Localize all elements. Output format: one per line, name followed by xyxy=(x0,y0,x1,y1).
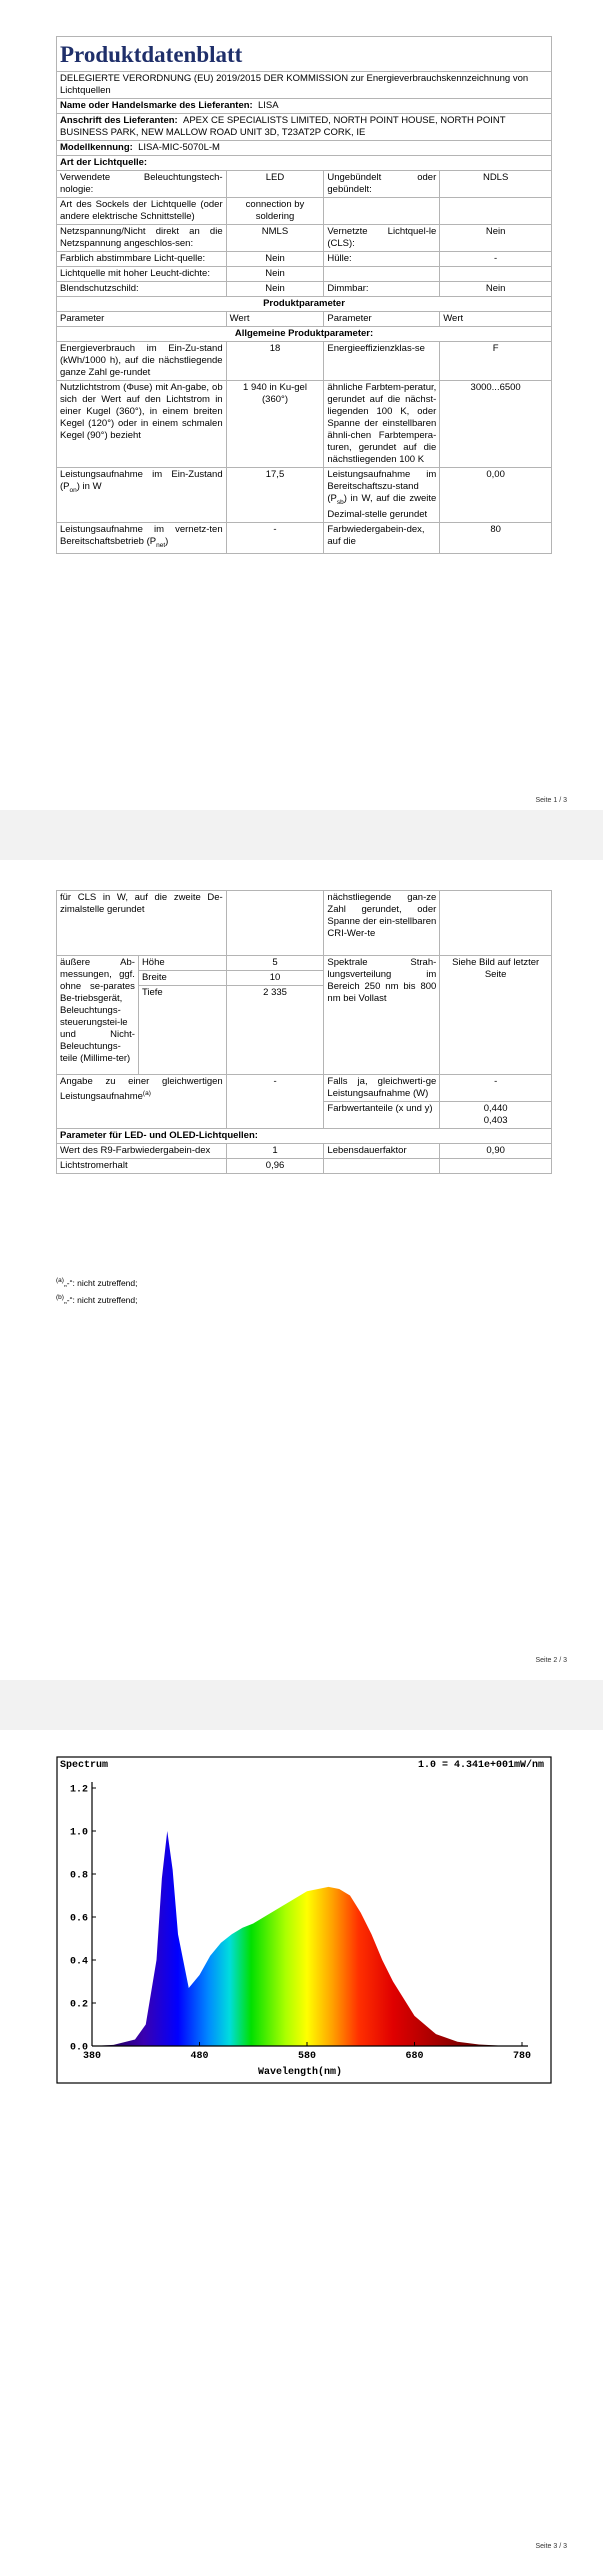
row-label: Hülle: xyxy=(324,252,440,267)
row-value: Nein xyxy=(226,252,324,267)
supplier-name-row xyxy=(57,99,552,114)
footnote-b: $^{(b)}$„-“: nicht zutreffend; xyxy=(56,1294,138,1305)
x-tick-label: 380 xyxy=(82,2051,102,2062)
supplier-address-value: APEX CE SPECIALISTS LIMITED, NORTH POINT HOUSE, NORTH POINT BUSINESS PARK, NEW MALLOW ROAD UNIT 3D, T23AT2P CORK, IE xyxy=(60,115,506,138)
chart-scale-note: 1.0 = 4.341e+001mW/nm xyxy=(417,1760,544,1771)
supplier-address-row xyxy=(57,114,552,141)
empty-cell xyxy=(226,891,324,956)
cri-label: Farbwiedergabein-dex, auf die xyxy=(324,522,440,553)
y-tick-label: 0.0 xyxy=(69,2042,88,2054)
row-value xyxy=(440,267,552,282)
model-row xyxy=(57,141,552,156)
source-type-label: Art der Lichtquelle: xyxy=(57,156,552,171)
supplier-address-label: Anschrift des Lieferanten: xyxy=(60,115,178,126)
row-label: Lichtquelle mit hoher Leucht-dichte: xyxy=(57,267,227,282)
life-label: Lebensdauerfaktor xyxy=(324,1144,440,1159)
table-row xyxy=(57,252,552,267)
product-data-table-part-1 xyxy=(56,36,552,554)
width-label: Breite xyxy=(138,971,226,986)
equiv-power-label: Falls ja, gleichwerti-ge Leistungsaufnahme (W) xyxy=(324,1075,440,1102)
depth-value: 2 335 xyxy=(226,986,324,1075)
y-tick-label: 1.0 xyxy=(69,1827,88,1839)
width-value: 10 xyxy=(226,971,324,986)
equiv-value: - xyxy=(226,1075,324,1129)
empty-cell xyxy=(440,891,552,956)
supplier-name-label: Name oder Handelsmarke des Lieferanten: xyxy=(60,100,253,111)
page-1 xyxy=(0,0,603,810)
table-row xyxy=(57,1144,552,1159)
table-row xyxy=(57,1075,552,1102)
spectral-label: Spektrale Strah-lungsverteilung im Bereich 250 nm bis 800 nm bei Vollast xyxy=(324,956,440,1075)
page-2 xyxy=(0,860,603,1680)
cri-value: 80 xyxy=(440,522,552,553)
row-value: Nein xyxy=(440,282,552,297)
general-params-title: Allgemeine Produktparameter: xyxy=(57,327,552,342)
chroma-label: Farbwertanteile (x und y) xyxy=(324,1102,440,1129)
x-axis-label: Wavelength(nm) xyxy=(257,2067,343,2078)
x-tick-label: 480 xyxy=(190,2051,209,2062)
row-label: Blendschutzschild: xyxy=(57,282,227,297)
table-row xyxy=(57,267,552,282)
height-value: 5 xyxy=(226,956,324,971)
depth-label: Tiefe xyxy=(138,986,226,1075)
table-row xyxy=(57,381,552,468)
row-label: Vernetzte Lichtquel-le (CLS): xyxy=(324,225,440,252)
on-power-value: 17,5 xyxy=(226,468,324,523)
row-label: Netzspannung/Nicht direkt an die Netzspannung angeschlos-sen: xyxy=(57,225,227,252)
row-value: Nein xyxy=(440,225,552,252)
r9-value: 1 xyxy=(226,1144,324,1159)
energy-label: Energieverbrauch im Ein-Zu-stand (kWh/1000 h), auf die nächstliegende ganze Zahl ge-rundet xyxy=(57,342,227,381)
row-value: - xyxy=(440,252,552,267)
model-label: Modellkennung: xyxy=(60,142,133,153)
x-tick-label: 780 xyxy=(512,2051,532,2062)
supplier-name-value: LISA xyxy=(258,100,279,111)
product-params-title: Produktparameter xyxy=(57,297,552,312)
row-label xyxy=(324,267,440,282)
chroma-values: 0,440 0,403 xyxy=(440,1102,552,1129)
row-value: LED xyxy=(226,171,324,198)
height-label: Höhe xyxy=(138,956,226,971)
table-row xyxy=(57,522,552,553)
footnote-a: $^{(a)}$„-“: nicht zutreffend; xyxy=(56,1277,138,1288)
spectrum-chart xyxy=(56,1756,552,2084)
dims-label: äußere Ab-messungen, ggf. ohne se-parates Be-triebsgerät, Beleuchtungs-steuerungstei-le und Nicht-Beleuchtungs-teile (Millime-ter) xyxy=(57,956,139,1075)
row-label: Art des Sockels der Lichtquelle (oder andere elektrische Schnittstelle) xyxy=(57,198,227,225)
empty-cell xyxy=(324,1159,440,1174)
row-value: connection by soldering xyxy=(226,198,324,225)
col-header-value: Wert xyxy=(440,312,552,327)
page-number: Seite 3 / 3 xyxy=(535,2543,567,2550)
row-value: Nein xyxy=(226,282,324,297)
y-tick-label: 0.8 xyxy=(69,1870,88,1882)
col-header-param: Parameter xyxy=(324,312,440,327)
row-value: NDLS xyxy=(440,171,552,198)
maint-label: Lichtstromerhalt xyxy=(57,1159,227,1174)
table-row xyxy=(57,171,552,198)
cct-label: ähnliche Farbtem-peratur, gerundet auf die nächst-liegenden 100 K, oder Spanne der einstellbaren ähnli-chen Farbtempera-turen, gerundet auf die nächstliegenden 100 K xyxy=(324,381,440,468)
table-row xyxy=(57,225,552,252)
net-standby-value: - xyxy=(226,522,324,553)
row-label xyxy=(324,198,440,225)
cct-value: 3000...6500 xyxy=(440,381,552,468)
y-tick-label: 0.6 xyxy=(69,1913,88,1925)
net-standby-label: Leistungsaufnahme im vernetz-ten Bereitschaftsbetrieb $(P_{net})$ xyxy=(57,522,227,553)
regulation-text: DELEGIERTE VERORDNUNG (EU) 2019/2015 DER KOMMISSION zur Energieverbrauchskennzeichnung von Lichtquellen xyxy=(57,72,552,99)
row-label: Verwendete Beleuchtungstech-nologie: xyxy=(57,171,227,198)
page-number: Seite 2 / 3 xyxy=(535,1657,567,1664)
row-value: NMLS xyxy=(226,225,324,252)
r9-label: Wert des R9-Farbwiedergabein-dex xyxy=(57,1144,227,1159)
row-label: Farblich abstimmbare Licht-quelle: xyxy=(57,252,227,267)
page-title: Produktdatenblatt xyxy=(60,42,243,67)
flux-value: 1 940 in Ku-gel (360°) xyxy=(226,381,324,468)
on-power-label: Leistungsaufnahme im Ein-Zustand $(P_{on})$ in W xyxy=(57,468,227,523)
energy-value: 18 xyxy=(226,342,324,381)
product-data-table-part-2 xyxy=(56,890,552,1174)
life-value: 0,90 xyxy=(440,1144,552,1159)
table-row xyxy=(57,1159,552,1174)
standby-label: Leistungsaufnahme im Bereitschaftszu-stand $(P_{sb})$ in W, auf die zweite Dezimal-stelle gerundet xyxy=(324,468,440,523)
y-tick-label: 1.2 xyxy=(69,1784,88,1796)
net-standby-cont: für CLS in W, auf die zweite De-zimalstelle gerundet xyxy=(57,891,227,956)
chart-title: Spectrum xyxy=(60,1760,109,1771)
spectral-value: Siehe Bild auf letzter Seite xyxy=(440,956,552,1075)
standby-value: 0,00 xyxy=(440,468,552,523)
equiv-power-value: - xyxy=(440,1075,552,1102)
flux-label: Nutzlichtstrom (Φuse) mit An-gabe, ob sich der Wert auf den Lichtstrom in einer Kugel (360°), in einem breiten Kegel (120°) oder in einem schmalen Kegel (90°) bezieht xyxy=(57,381,227,468)
row-label: Dimmbar: xyxy=(324,282,440,297)
empty-cell xyxy=(440,1159,552,1174)
equiv-label: Angabe zu einer gleichwertigen Leistungsaufnahme$^{(a)}$ xyxy=(57,1075,227,1129)
table-row xyxy=(57,468,552,523)
page-3 xyxy=(0,1730,603,2560)
table-row xyxy=(57,342,552,381)
table-row xyxy=(57,956,552,971)
table-row xyxy=(57,282,552,297)
page-number: Seite 1 / 3 xyxy=(535,797,567,804)
y-tick-label: 0.2 xyxy=(69,1999,88,2011)
x-tick-label: 580 xyxy=(297,2051,317,2062)
table-row xyxy=(57,198,552,225)
col-header-param: Parameter xyxy=(57,312,227,327)
maint-value: 0,96 xyxy=(226,1159,324,1174)
y-tick-label: 0.4 xyxy=(69,1956,88,1968)
row-label: Ungebündelt oder gebündelt: xyxy=(324,171,440,198)
row-value xyxy=(440,198,552,225)
cri-cont: nächstliegende gan-ze Zahl gerundet, oder Spanne der ein-stellbaren CRI-Wer-te xyxy=(324,891,440,956)
efficiency-label: Energieeffizienzklas-se xyxy=(324,342,440,381)
led-section-title: Parameter für LED- und OLED-Lichtquellen: xyxy=(57,1129,552,1144)
row-value: Nein xyxy=(226,267,324,282)
table-row xyxy=(57,891,552,956)
efficiency-value: F xyxy=(440,342,552,381)
x-tick-label: 680 xyxy=(405,2051,424,2062)
model-value: LISA-MIC-5070L-M xyxy=(138,142,220,153)
col-header-value: Wert xyxy=(226,312,324,327)
